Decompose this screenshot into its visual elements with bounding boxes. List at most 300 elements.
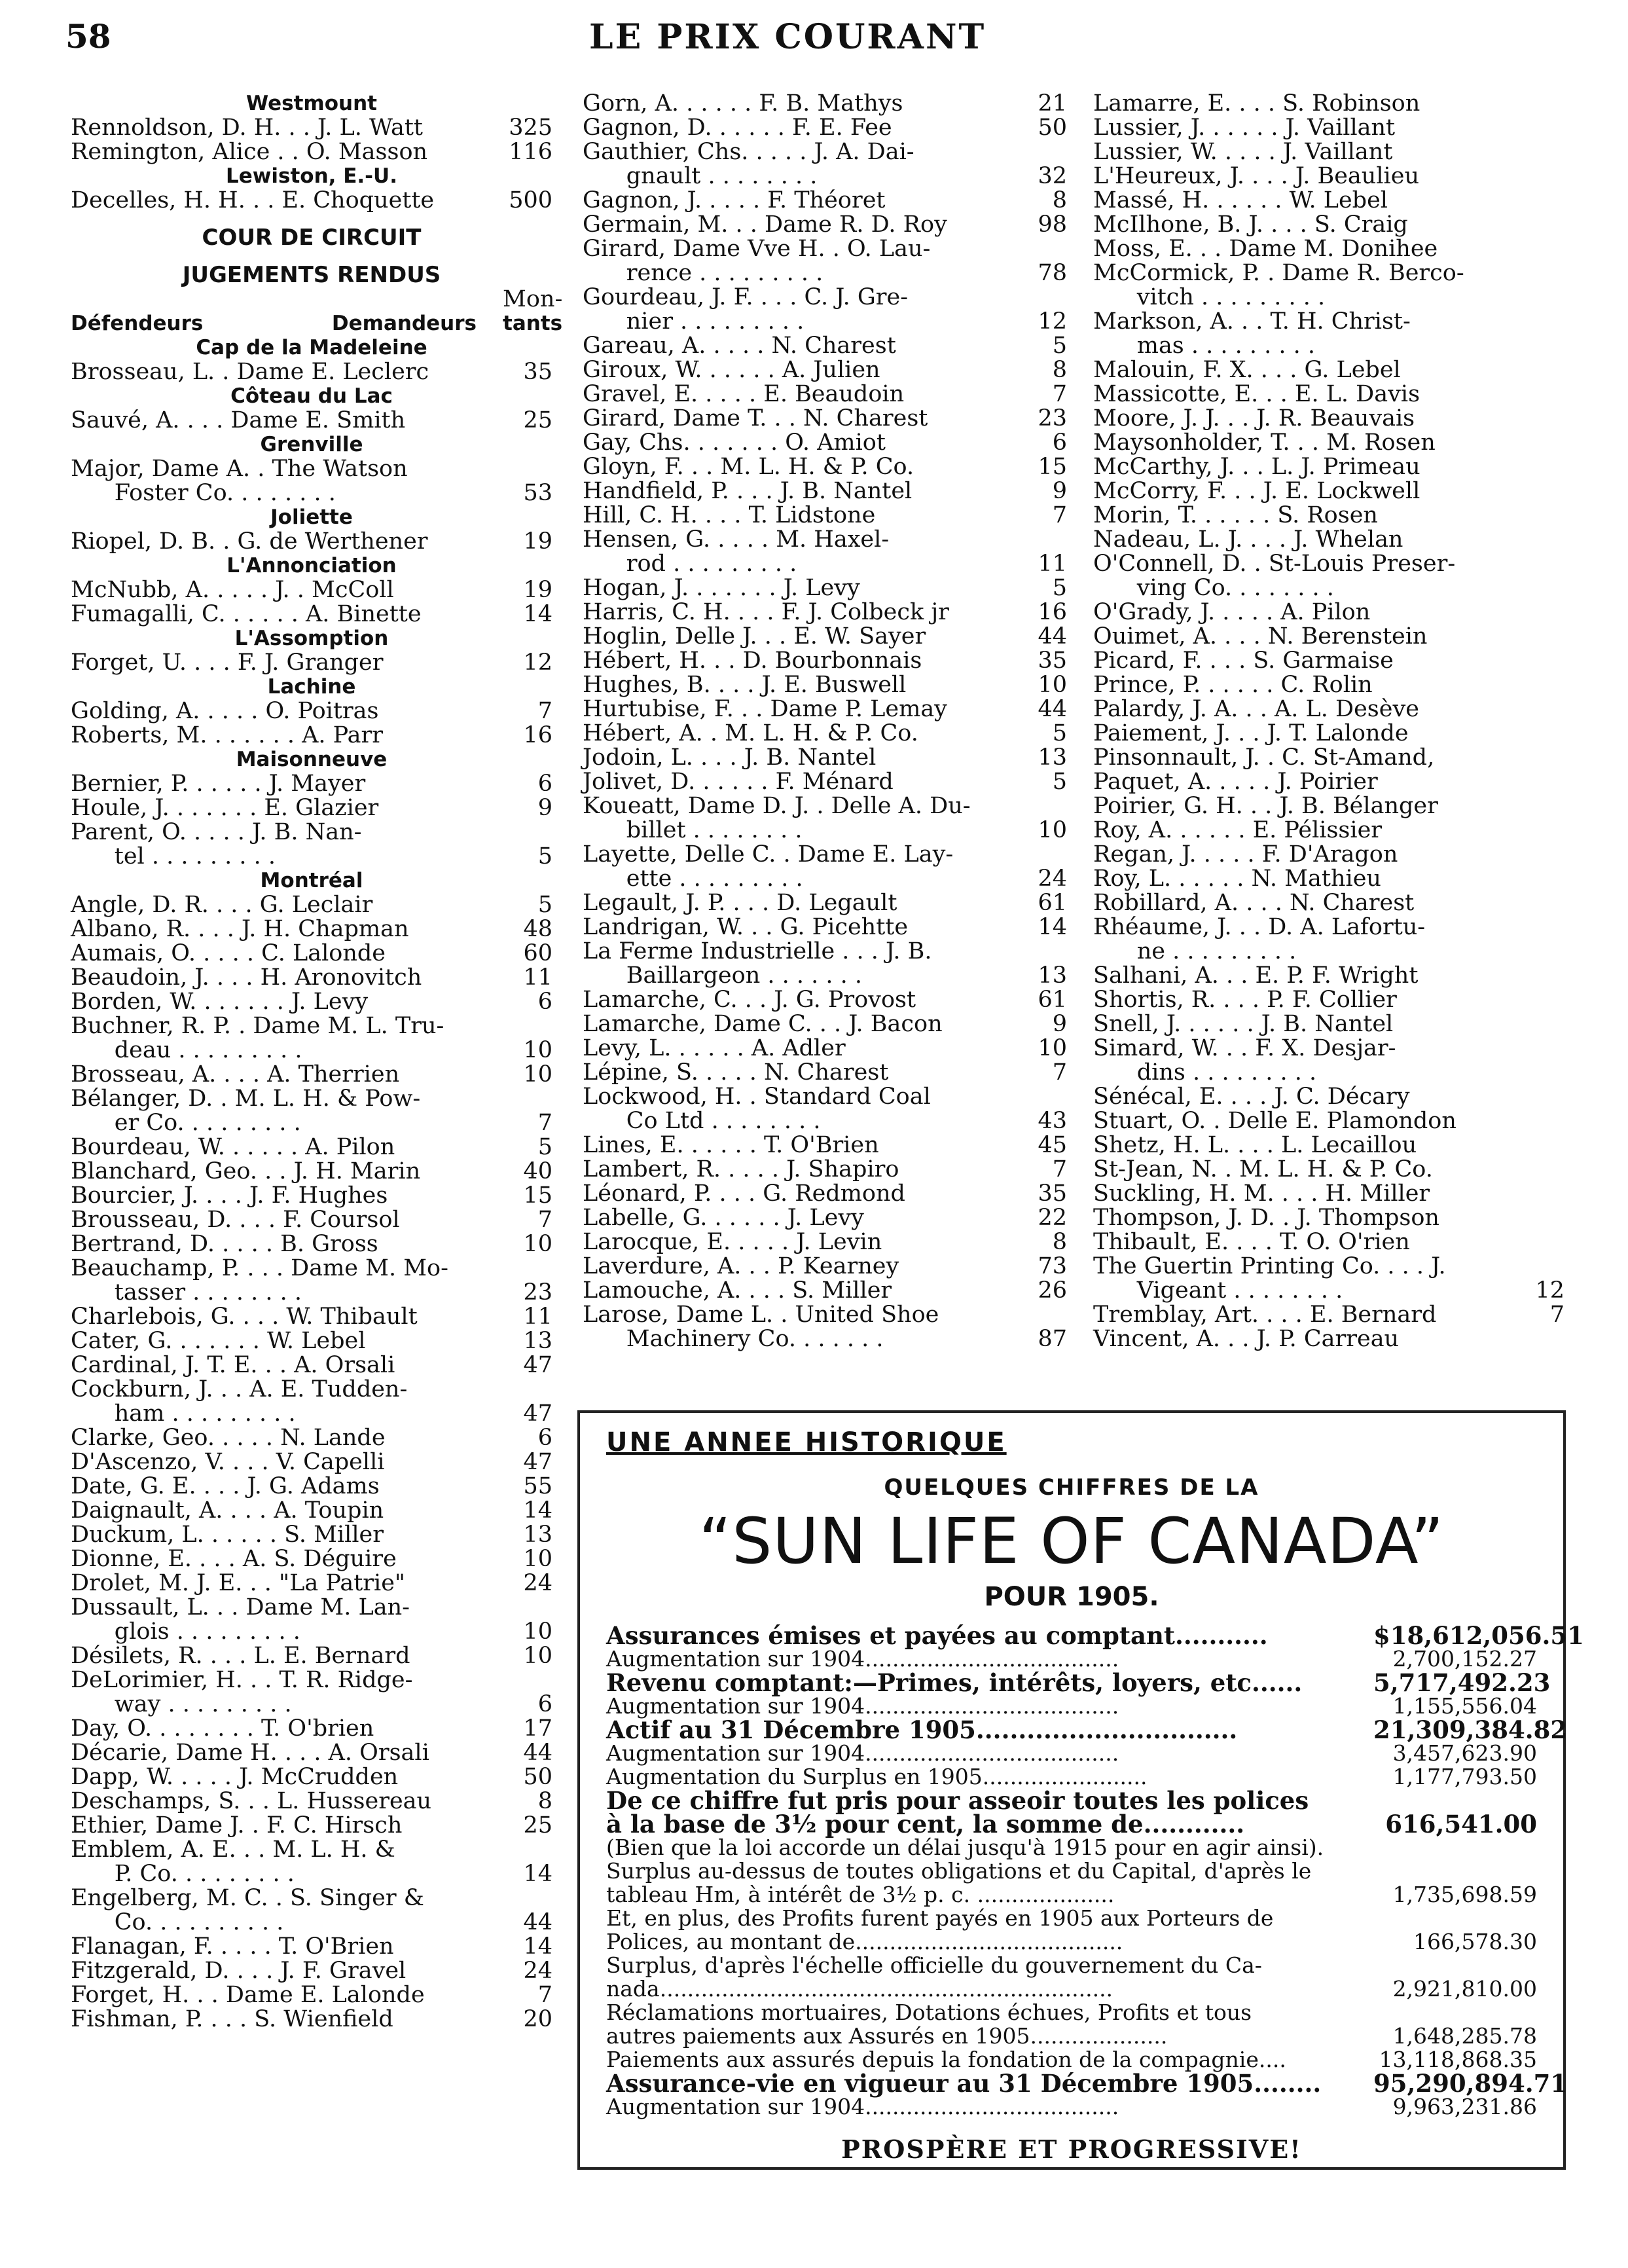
judgment-row — [583, 140, 1067, 164]
ad-row-label: Et, en plus, des Profits furent payés en 1905 aux Porteurs de — [606, 1905, 1274, 1931]
judgment-parties: Lines, E. . . . . . T. O'Brien — [583, 1132, 879, 1158]
judgment-row — [71, 1789, 552, 1814]
judgment-amount — [503, 820, 552, 845]
judgment-row — [583, 1061, 1067, 1085]
judgment-amount: 22 — [1038, 1205, 1067, 1231]
judgment-parties: Stuart, O. . Delle E. Plamondon — [1093, 1108, 1456, 1134]
judgment-parties: Gourdeau, J. F. . . . C. J. Gre- — [583, 284, 909, 310]
judgment-row — [1093, 843, 1565, 867]
judgments-column-2 — [583, 92, 1067, 1351]
judgment-parties: Fitzgerald, D. . . . J. F. Gravel — [71, 1958, 407, 1984]
judgment-amount — [1515, 600, 1565, 625]
judgment-row — [583, 794, 1067, 818]
judgment-row — [1093, 164, 1565, 189]
judgment-parties: McCorry, F. . . J. E. Lockwell — [1093, 478, 1420, 504]
spacer — [71, 213, 552, 226]
judgment-row — [71, 1668, 552, 1692]
judgment-parties: Hensen, G. . . . . M. Haxel- — [583, 526, 890, 553]
judgment-parties: Germain, M. . . Dame R. D. Roy — [583, 211, 947, 238]
judgment-parties: Vincent, A. . . J. P. Carreau — [1093, 1326, 1400, 1352]
judgment-amount — [1515, 722, 1565, 746]
judgment-amount — [1515, 334, 1565, 358]
judgment-parties: Hurtubise, F. . . Dame P. Lemay — [583, 696, 947, 722]
judgment-row — [1093, 1085, 1565, 1109]
judgment-amount — [1515, 1230, 1565, 1254]
judgment-parties: Lussier, W. . . . . J. Vaillant — [1093, 139, 1393, 165]
ad-row-value: 5,717,492.23 — [1373, 1668, 1551, 1697]
judgment-amount — [1515, 116, 1565, 140]
ad-row-label: Augmentation du Surplus en 1905........................ — [606, 1764, 1148, 1789]
judgment-row — [1093, 431, 1565, 455]
judgment-parties: Daignault, A. . . . A. Toupin — [71, 1497, 384, 1524]
judgment-parties: Buchner, R. P. . Dame M. L. Tru- — [71, 1013, 444, 1039]
judgment-row — [71, 1402, 552, 1426]
judgment-parties: Date, G. E. . . . J. G. Adams — [71, 1473, 380, 1499]
judgment-parties: Blanchard, Geo. . . J. H. Marin — [71, 1158, 421, 1184]
section-heading: Lachine — [267, 675, 356, 699]
ad-row — [606, 1621, 1584, 1650]
judgment-row — [583, 431, 1067, 455]
judgment-amount — [1515, 673, 1565, 697]
ad-row — [606, 1786, 1537, 1815]
judgment-row — [583, 1036, 1067, 1061]
judgment-row — [71, 409, 552, 433]
judgment-amount — [1515, 988, 1565, 1012]
judgment-parties: Jolivet, D. . . . . . F. Ménard — [583, 769, 894, 795]
ad-figures — [606, 1621, 1584, 2119]
ad-row — [606, 2095, 1537, 2119]
ad-row-value: 1,155,556.04 — [1392, 1693, 1537, 1719]
judgment-amount: 17 — [523, 1715, 552, 1742]
ad-row-label: nada.................................................................. — [606, 1976, 1113, 2002]
judgment-parties: billet . . . . . . . . — [583, 817, 803, 843]
ad-row-label: Augmentation sur 1904..................................... — [606, 2094, 1119, 2119]
judgment-amount: 25 — [523, 407, 552, 433]
judgment-amount: 48 — [523, 916, 552, 942]
judgment-amount: 6 — [537, 1691, 552, 1717]
judgment-amount — [1515, 915, 1565, 940]
judgment-amount: 78 — [1038, 260, 1067, 286]
judgment-amount: 23 — [1038, 405, 1067, 431]
judgment-amount — [1515, 891, 1565, 915]
judgment-row — [583, 1133, 1067, 1158]
judgment-amount: 5 — [537, 1134, 552, 1160]
judgment-parties: nier . . . . . . . . . — [583, 308, 805, 335]
judgment-parties: Lamarche, C. . . J. G. Provost — [583, 987, 916, 1013]
ad-row-label: Assurances émises et payées au comptant........... — [606, 1621, 1268, 1650]
judgment-amount: 13 — [1038, 962, 1067, 989]
judgment-amount: 25 — [523, 1812, 552, 1838]
ad-row — [606, 1647, 1537, 1671]
judgment-amount — [1515, 1327, 1565, 1351]
judgment-parties: Gay, Chs. . . . . . . O. Amiot — [583, 430, 886, 456]
judgment-amount: 15 — [523, 1182, 552, 1209]
judgment-row — [71, 140, 552, 164]
judgment-parties: Handfield, P. . . . J. B. Nantel — [583, 478, 913, 504]
judgment-amount: 50 — [523, 1764, 552, 1790]
judgment-row — [1093, 1061, 1565, 1085]
judgment-amount: 15 — [1038, 454, 1067, 480]
judgment-amount — [1017, 140, 1067, 164]
judgment-parties: Aumais, O. . . . . C. Lalonde — [71, 940, 386, 966]
judgment-row — [1093, 310, 1565, 334]
judgment-parties: Lamarche, Dame C. . . J. Bacon — [583, 1011, 943, 1037]
judgment-row — [71, 578, 552, 602]
judgment-row — [71, 1232, 552, 1256]
judgment-amount — [503, 1087, 552, 1111]
judgment-parties: Brousseau, D. . . . F. Coursol — [71, 1207, 400, 1233]
judgment-row — [71, 1765, 552, 1789]
judgment-amount — [1515, 552, 1565, 576]
judgment-parties: Giroux, W. . . . . . A. Julien — [583, 357, 880, 383]
judgment-amount: 11 — [523, 964, 552, 991]
judgment-parties: Laverdure, A. . . P. Kearney — [583, 1253, 899, 1279]
judgment-row — [71, 723, 552, 748]
judgment-amount: 44 — [1038, 696, 1067, 722]
judgment-amount: 23 — [523, 1279, 552, 1306]
judgment-amount: 14 — [523, 601, 552, 627]
judgment-parties: Pinsonnault, J. . C. St-Amand, — [1093, 744, 1435, 771]
judgment-amount: 16 — [523, 722, 552, 748]
judgment-amount: 325 — [509, 115, 552, 141]
judgment-amount: 9 — [1052, 478, 1067, 504]
judgment-amount — [1515, 818, 1565, 843]
judgment-amount: 10 — [523, 1231, 552, 1257]
judgment-parties: Gagnon, J. . . . . F. Théoret — [583, 187, 886, 213]
judgment-row — [1093, 1133, 1565, 1158]
judgment-amount: 8 — [1052, 357, 1067, 383]
judgment-amount — [503, 1256, 552, 1281]
judgment-amount — [1515, 964, 1565, 988]
judgment-parties: Bourcier, J. . . . J. F. Hughes — [71, 1182, 388, 1209]
judgment-parties: Moss, E. . . Dame M. Donihee — [1093, 236, 1438, 262]
judgment-row — [71, 1160, 552, 1184]
judgment-parties: Larocque, E. . . . . J. Levin — [583, 1229, 882, 1255]
judgment-row — [583, 407, 1067, 431]
ad-row-value: $18,612,056.51 — [1373, 1621, 1584, 1650]
judgment-parties: Levy, L. . . . . . A. Adler — [583, 1035, 846, 1061]
judgment-row — [71, 1135, 552, 1160]
judgment-parties: Houle, J. . . . . . . E. Glazier — [71, 795, 379, 821]
judgment-amount: 35 — [523, 359, 552, 385]
judgment-amount: 14 — [523, 1933, 552, 1960]
ad-row-label: Surplus au-dessus de toutes obligations et du Capital, d'après le — [606, 1858, 1312, 1884]
judgments-column-3 — [1093, 92, 1565, 1351]
ad-row-label: (Bien que la loi accorde un délai jusqu'à 1915 pour en agir ainsi). — [606, 1835, 1324, 1860]
judgment-parties: Hill, C. H. . . . T. Lidstone — [583, 502, 876, 528]
judgment-amount — [1515, 1109, 1565, 1133]
judgment-row — [583, 237, 1067, 261]
ad-company-name: “SUN LIFE OF CANADA” — [698, 1505, 1445, 1578]
section-heading: Maisonneuve — [236, 748, 388, 771]
judgment-row — [71, 1692, 552, 1717]
judgment-parties: Hogan, J. . . . . . . J. Levy — [583, 575, 860, 601]
judgment-amount: 26 — [1038, 1277, 1067, 1304]
judgment-amount: 7 — [1549, 1302, 1565, 1328]
judgment-row — [71, 1547, 552, 1571]
judgment-row — [1093, 503, 1565, 528]
judgment-parties: Borden, W. . . . . . . J. Levy — [71, 989, 369, 1015]
judgment-row — [1093, 1036, 1565, 1061]
judgment-parties: Charlebois, G. . . . W. Thibault — [71, 1304, 418, 1330]
judgment-parties: Désilets, R. . . . L. E. Bernard — [71, 1643, 410, 1669]
judgment-amount: 5 — [1052, 769, 1067, 795]
judgment-parties: Hoglin, Delle J. . . E. W. Sayer — [583, 623, 926, 649]
judgment-parties: Emblem, A. E. . . M. L. H. & — [71, 1837, 395, 1863]
judgment-amount — [1515, 625, 1565, 649]
judgment-parties: Rhéaume, J. . . D. A. Lafortu- — [1093, 914, 1426, 940]
judgment-parties: Roy, L. . . . . . N. Mathieu — [1093, 866, 1381, 892]
judgment-row — [71, 1378, 552, 1402]
col-header-amounts: tants — [503, 312, 563, 335]
judgment-amount: 87 — [1038, 1326, 1067, 1352]
ad-row — [606, 1930, 1537, 1954]
ad-row-value — [1373, 1789, 1537, 1812]
ad-intro: QUELQUES CHIFFRES DE LA — [884, 1474, 1259, 1501]
judgment-parties: Lépine, S. . . . . N. Charest — [583, 1059, 889, 1086]
ad-row — [606, 2069, 1568, 2098]
ad-row-value — [1373, 1954, 1537, 1977]
judgment-row — [1093, 673, 1565, 697]
ad-row-label: Surplus, d'après l'échelle officielle du gouvernement du Ca- — [606, 1952, 1262, 1978]
ad-row-label: Paiements aux assurés depuis la fondation de la compagnie.... — [606, 2047, 1286, 2072]
judgment-row — [583, 455, 1067, 479]
section-heading: Lewiston, E.-U. — [225, 164, 398, 188]
ad-row-label: Revenu comptant:—Primes, intérêts, loyers, etc...... — [606, 1668, 1303, 1697]
judgment-parties: Cockburn, J. . . A. E. Tudden- — [71, 1376, 408, 1402]
ad-row-value: 616,541.00 — [1385, 1810, 1537, 1838]
ad-row — [606, 1668, 1551, 1697]
judgment-amount — [1515, 455, 1565, 479]
judgment-parties: Malouin, F. X. . . . G. Lebel — [1093, 357, 1401, 383]
judgment-parties: Salhani, A. . . E. P. F. Wright — [1093, 962, 1419, 989]
ad-year-label: UNE ANNEE HISTORIQUE — [606, 1427, 1007, 1457]
judgment-parties: Flanagan, F. . . . . T. O'Brien — [71, 1933, 394, 1960]
judgment-row — [1093, 1109, 1565, 1133]
judgment-amount — [1515, 285, 1565, 310]
judgment-amount — [1515, 1206, 1565, 1230]
ad-row-label: Assurance-vie en vigueur au 31 Décembre 1905........ — [606, 2069, 1322, 2098]
judgment-row — [71, 1596, 552, 1620]
judgment-amount — [1017, 1303, 1067, 1327]
judgment-row — [71, 990, 552, 1014]
judgment-row — [71, 1741, 552, 1765]
judgment-row — [1093, 988, 1565, 1012]
judgment-parties: Engelberg, M. C. . S. Singer & — [71, 1885, 424, 1911]
judgment-amount — [1515, 261, 1565, 285]
judgment-parties: Cardinal, J. T. E. . . A. Orsali — [71, 1352, 395, 1378]
col-header-defendants: Défendeurs — [71, 312, 204, 335]
judgment-row — [1093, 116, 1565, 140]
judgment-parties: Fishman, P. . . . S. Wienfield — [71, 2006, 393, 2032]
judgment-row — [71, 1499, 552, 1523]
judgment-parties: Larose, Dame L. . United Shoe — [583, 1302, 939, 1328]
judgment-row — [583, 673, 1067, 697]
judgment-row — [583, 1158, 1067, 1182]
judgment-parties: Remington, Alice . . O. Masson — [71, 139, 428, 165]
judgment-row — [583, 1206, 1067, 1230]
ad-row-label: autres paiements aux Assurés en 1905.................... — [606, 2023, 1168, 2049]
judgment-row — [71, 1717, 552, 1741]
judgment-parties: rence . . . . . . . . . — [583, 260, 823, 286]
judgment-row — [583, 1327, 1067, 1351]
judgment-row — [71, 1571, 552, 1596]
judgment-row — [71, 796, 552, 820]
judgment-row — [583, 867, 1067, 891]
judgment-parties: Lockwood, H. . Standard Coal — [583, 1084, 931, 1110]
judgment-parties: Maysonholder, T. . . M. Rosen — [1093, 430, 1436, 456]
judgment-parties: D'Ascenzo, V. . . . V. Capelli — [71, 1449, 385, 1475]
judgment-row — [583, 1109, 1067, 1133]
section-heading: Westmount — [246, 92, 377, 115]
ad-row-label: Polices, au montant de....................................... — [606, 1929, 1123, 1954]
judgment-parties: Robillard, A. . . . N. Charest — [1093, 890, 1415, 916]
judgment-parties: dins . . . . . . . . . — [1093, 1059, 1317, 1086]
judgment-amount: 24 — [523, 1958, 552, 1984]
judgment-amount: 5 — [1052, 575, 1067, 601]
judgment-parties: Albano, R. . . . J. H. Chapman — [71, 916, 409, 942]
judgment-amount: 47 — [523, 1400, 552, 1427]
ad-row — [606, 2048, 1537, 2072]
judgment-parties: Layette, Delle C. . Dame E. Lay- — [583, 841, 954, 868]
judgment-parties: Poirier, G. H. . . J. B. Bélanger — [1093, 793, 1438, 819]
judgment-amount: 10 — [523, 1546, 552, 1572]
col-header-plaintiffs: Demandeurs — [331, 312, 477, 335]
ad-year: POUR 1905. — [984, 1582, 1159, 1612]
judgment-row — [71, 1523, 552, 1547]
judgment-row — [1093, 1158, 1565, 1182]
judgment-parties: Hébert, A. . M. L. H. & P. Co. — [583, 720, 918, 746]
judgment-amount: 12 — [1535, 1277, 1565, 1304]
judgment-parties: Ouimet, A. . . . N. Berenstein — [1093, 623, 1428, 649]
ad-row-value: 2,921,810.00 — [1392, 1976, 1537, 2002]
judgment-row — [583, 92, 1067, 116]
ad-row-value: 13,118,868.35 — [1379, 2047, 1537, 2072]
judgment-row — [583, 722, 1067, 746]
judgment-parties: Machinery Co. . . . . . . — [583, 1326, 884, 1352]
judgment-parties: Fumagalli, C. . . . . . A. Binette — [71, 601, 422, 627]
judgment-amount: 7 — [537, 1982, 552, 2008]
judgment-parties: Co Ltd . . . . . . . . — [583, 1108, 821, 1134]
judgment-amount — [503, 1378, 552, 1402]
judgment-amount: 7 — [1052, 502, 1067, 528]
judgment-parties: Sauvé, A. . . . Dame E. Smith — [71, 407, 406, 433]
judgment-parties: Moore, J. J. . . J. R. Beauvais — [1093, 405, 1415, 431]
ad-row-value: 95,290,894.71 — [1373, 2069, 1568, 2098]
ad-row-value — [1373, 1836, 1537, 1859]
ad-row-label: Augmentation sur 1904..................................... — [606, 1693, 1119, 1719]
judgment-row — [71, 1353, 552, 1378]
judgment-row — [1093, 576, 1565, 600]
judgment-row — [1093, 625, 1565, 649]
judgment-amount: 14 — [1038, 914, 1067, 940]
judgment-amount: 9 — [537, 795, 552, 821]
judgment-row — [71, 457, 552, 481]
judgment-parties: rod . . . . . . . . . — [583, 551, 797, 577]
section-heading: L'Annonciation — [226, 554, 397, 577]
judgment-amount: 11 — [523, 1304, 552, 1330]
judgment-parties: Brosseau, L. . Dame E. Leclerc — [71, 359, 429, 385]
judgment-amount: 7 — [1052, 1059, 1067, 1086]
judgment-amount: 47 — [523, 1352, 552, 1378]
section-heading: Montréal — [260, 869, 363, 892]
judgment-row — [583, 1085, 1067, 1109]
ad-row-label: à la base de 3½ pour cent, la somme de............ — [606, 1810, 1245, 1838]
judgment-row — [71, 1184, 552, 1208]
judgment-row — [1093, 455, 1565, 479]
judgment-parties: Bernier, P. . . . . . J. Mayer — [71, 771, 366, 797]
judgment-parties: Labelle, G. . . . . . J. Levy — [583, 1205, 864, 1231]
judgment-amount — [1515, 746, 1565, 770]
judgment-amount: 60 — [523, 940, 552, 966]
judgment-parties: Major, Dame A. . The Watson — [71, 456, 408, 482]
judgment-parties: Decelles, H. H. . . E. Choquette — [71, 187, 435, 213]
judgment-parties: Paiement, J. . . J. T. Lalonde — [1093, 720, 1409, 746]
ad-row-value: 1,177,793.50 — [1392, 1764, 1537, 1789]
judgment-amount — [1515, 649, 1565, 673]
judgment-parties: Angle, D. R. . . . G. Leclair — [71, 892, 373, 918]
judgment-row — [583, 479, 1067, 503]
judgment-amount: 6 — [537, 771, 552, 797]
judgment-amount: 7 — [537, 1207, 552, 1233]
judgment-row — [71, 1305, 552, 1329]
judgment-amount — [1515, 503, 1565, 528]
judgment-amount: 12 — [1038, 308, 1067, 335]
judgment-row — [583, 382, 1067, 407]
ad-row-value: 21,309,384.82 — [1373, 1715, 1568, 1744]
judgment-amount — [503, 1596, 552, 1620]
judgment-row — [1093, 818, 1565, 843]
judgment-row — [1093, 1012, 1565, 1036]
judgment-amount: 55 — [523, 1473, 552, 1499]
judgment-row — [583, 189, 1067, 213]
judgment-amount — [503, 1886, 552, 1911]
judgment-parties: Brosseau, A. . . . A. Therrien — [71, 1061, 400, 1088]
judgment-parties: Beauchamp, P. . . . Dame M. Mo- — [71, 1255, 448, 1281]
judgment-amount: 13 — [523, 1328, 552, 1354]
judgment-row — [71, 820, 552, 845]
judgment-amount: 10 — [1038, 1035, 1067, 1061]
ad-row-label: Actif au 31 Décembre 1905............................... — [606, 1715, 1238, 1744]
judgment-amount — [1515, 867, 1565, 891]
ad-row — [606, 1715, 1568, 1744]
judgment-amount: 5 — [1052, 720, 1067, 746]
judgment-parties: mas . . . . . . . . . — [1093, 333, 1316, 359]
judgment-parties: Girard, Dame Vve H. . O. Lau- — [583, 236, 931, 262]
judgment-parties: Landrigan, W. . . G. Picehtte — [583, 914, 909, 940]
judgment-row — [1093, 1230, 1565, 1254]
judgment-amount: 10 — [1038, 672, 1067, 698]
judgment-parties: Thibault, E. . . . T. O. O'rien — [1093, 1229, 1410, 1255]
judgment-parties: Hughes, B. . . . J. E. Buswell — [583, 672, 907, 698]
judgment-row — [71, 116, 552, 140]
judgment-row — [1093, 794, 1565, 818]
judgment-amount: 61 — [1038, 987, 1067, 1013]
judgment-amount: 7 — [537, 698, 552, 724]
judgment-row — [71, 1450, 552, 1474]
judgment-row — [1093, 358, 1565, 382]
judgment-amount — [1515, 1085, 1565, 1109]
judgment-parties: Paquet, A. . . . . J. Poirier — [1093, 769, 1378, 795]
judgment-row — [71, 1256, 552, 1281]
ad-row-value — [1373, 1859, 1537, 1883]
judgment-parties: Gorn, A. . . . . . F. B. Mathys — [583, 90, 903, 117]
ad-row-value: 3,457,623.90 — [1392, 1740, 1537, 1766]
judgment-row — [71, 481, 552, 505]
judgment-parties: Girard, Dame T. . . N. Charest — [583, 405, 928, 431]
judgment-parties: Gloyn, F. . . M. L. H. & P. Co. — [583, 454, 914, 480]
judgment-amount — [1515, 794, 1565, 818]
